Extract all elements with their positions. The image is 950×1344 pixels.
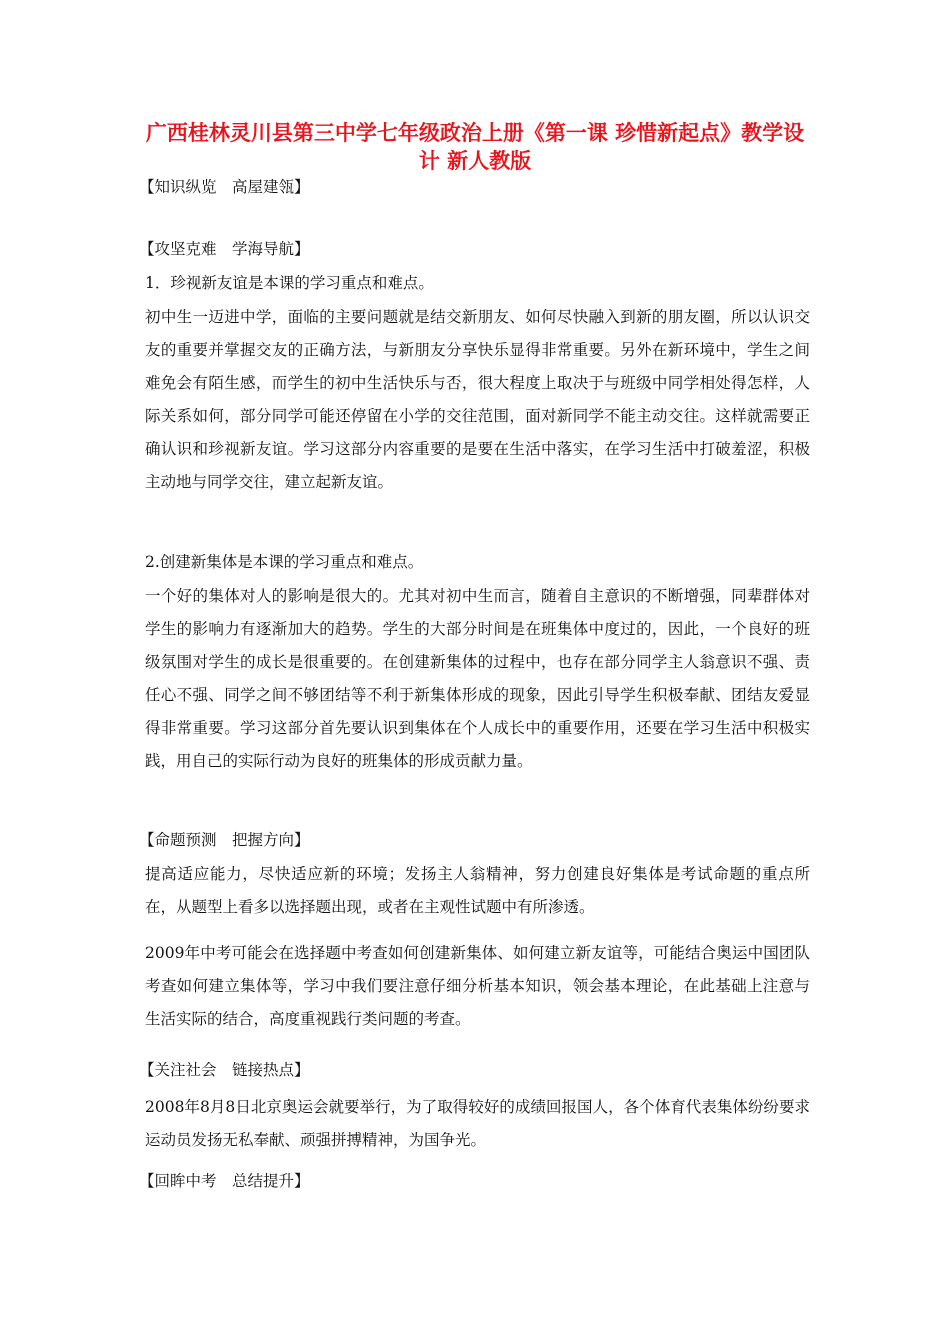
section-heading-prediction: 【命题预测 把握方向】 — [139, 831, 310, 849]
section-heading-review: 【回眸中考 总结提升】 — [139, 1172, 310, 1190]
society-paragraph: 2008年8月8日北京奥运会就要举行，为了取得较好的成绩回报国人，各个体育代表集体纷纷要求运动员发扬无私奉献、顽强拼搏精神，为国争光。 — [145, 1098, 810, 1149]
section-heading-society: 【关注社会 链接热点】 — [139, 1061, 310, 1079]
section-heading-key-points: 【攻坚克难 学海导航】 — [139, 240, 310, 258]
point-2-title: 2.创建新集体是本课的学习重点和难点。 — [145, 553, 424, 571]
point-1-title: 1．珍视新友谊是本课的学习重点和难点。 — [145, 274, 434, 292]
prediction-paragraph-1: 提高适应能力，尽快适应新的环境；发扬主人翁精神，努力创建良好集体是考试命题的重点所在，从题型上看多以选择题出现，或者在主观性试题中有所渗透。 — [145, 865, 810, 916]
point-1-paragraph: 初中生一迈进中学，面临的主要问题就是结交新朋友、如何尽快融入到新的朋友圈，所以认识交友的重要并掌握交友的正确方法，与新朋友分享快乐显得非常重要。另外在新环境中，学生之间难免会有陌生感，而学生的初中生活快乐与否，很大程度上取决于与班级中同学相处得怎样，人际关系如何，部分同学可能还停留在小学的交往范围，面对新同学不能主动交往。这样就需要正确认识和珍视新友谊。学习这部分内容重要的是要在生活中落实，在学习生活中打破羞涩，积极主动地与同学交往，建立起新友谊。 — [145, 308, 810, 491]
point-2-paragraph: 一个好的集体对人的影响是很大的。尤其对初中生而言，随着自主意识的不断增强，同辈群体对学生的影响力有逐渐加大的趋势。学生的大部分时间是在班集体中度过的，因此，一个良好的班级氛围对学生的成长是很重要的。在创建新集体的过程中，也存在部分同学主人翁意识不强、责任心不强、同学之间不够团结等不利于新集体形成的现象，因此引导学生积极奉献、团结友爱显得非常重要。学习这部分首先要认识到集体在个人成长中的重要作用，还要在学习生活中积极实践，用自己的实际行动为良好的班集体的形成贡献力量。 — [145, 587, 810, 770]
section-heading-overview: 【知识纵览 高屋建瓴】 — [139, 178, 310, 196]
document-title: 广西桂林灵川县第三中学七年级政治上册《第一课 珍惜新起点》教学设计 新人教版 — [145, 121, 805, 173]
prediction-paragraph-2: 2009年中考可能会在选择题中考查如何创建新集体、如何建立新友谊等，可能结合奥运中国团队考查如何建立集体等，学习中我们要注意仔细分析基本知识，领会基本理论，在此基础上注意与生活实际的结合，高度重视践行类问题的考查。 — [145, 944, 810, 1028]
